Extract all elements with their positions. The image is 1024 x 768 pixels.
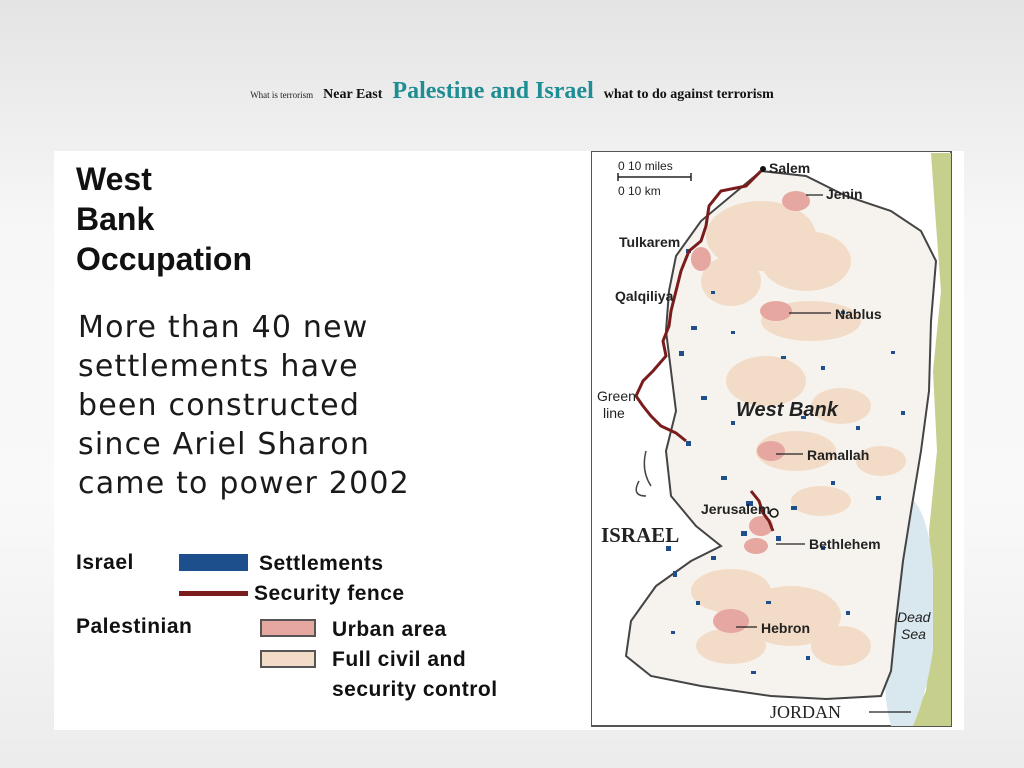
map-svg [591, 151, 964, 730]
figure-heading [76, 159, 376, 279]
legend-full-control-line-2: security control [332, 678, 498, 701]
scale-miles: 0 10 miles [618, 159, 673, 173]
label-hebron: Hebron [761, 620, 810, 636]
label-west-bank: West Bank [736, 399, 838, 421]
label-nablus: Nablus [835, 306, 882, 322]
statement-line-3: been constructed [78, 388, 361, 423]
legend-full-control-line-1: Full civil and [332, 648, 467, 671]
label-jenin: Jenin [826, 186, 863, 202]
statement-line-2: settlements have [78, 349, 359, 384]
label-salem: Salem [769, 160, 811, 176]
statement-line-1: More than 40 new [78, 310, 369, 345]
salem-dot [760, 166, 766, 172]
settlements-swatch [179, 554, 248, 571]
legend-palestinian-label: Palestinian [76, 615, 193, 638]
label-green-line-2: line [603, 405, 625, 421]
heading-line-2: Bank [76, 201, 155, 237]
heading-line-3: Occupation [76, 241, 253, 277]
slide-navigation [0, 78, 1024, 105]
west-bank-map [591, 151, 964, 730]
urban-area-swatch [260, 619, 316, 637]
legend-security-fence: Security fence [254, 582, 405, 605]
full-control-swatch [260, 650, 316, 668]
security-fence-swatch [179, 591, 248, 596]
nav-what-to-do[interactable]: what to do against terrorism [603, 87, 774, 102]
west-bank-figure [54, 151, 964, 730]
label-ramallah: Ramallah [807, 447, 870, 463]
label-tulkarem: Tulkarem [619, 234, 681, 250]
legend-settlements: Settlements [259, 552, 384, 575]
nav-near-east[interactable]: Near East [323, 87, 383, 102]
label-israel: ISRAEL [601, 523, 680, 547]
label-jordan: JORDAN [770, 702, 842, 722]
label-dead-sea-1: Dead [897, 609, 931, 625]
label-qalqiliya: Qalqiliya [615, 288, 674, 304]
settlement-statement [78, 308, 578, 503]
label-bethlehem: Bethlehem [809, 536, 881, 552]
label-dead-sea-2: Sea [901, 626, 926, 642]
nav-what-is-terrorism[interactable]: What is terrorism [250, 90, 314, 100]
statement-line-4: since Ariel Sharon [78, 427, 371, 462]
scale-km: 0 10 km [618, 184, 661, 198]
text-panel [54, 151, 589, 730]
legend-israel-label: Israel [76, 551, 134, 574]
heading-line-1: West [76, 161, 152, 197]
label-green-line-1: Green [597, 388, 636, 404]
label-jerusalem: Jerusalem [701, 501, 771, 517]
nav-palestine-and-israel[interactable]: Palestine and Israel [392, 78, 594, 104]
statement-line-5: came to power 2002 [78, 466, 410, 501]
legend-urban-area: Urban area [332, 618, 447, 641]
